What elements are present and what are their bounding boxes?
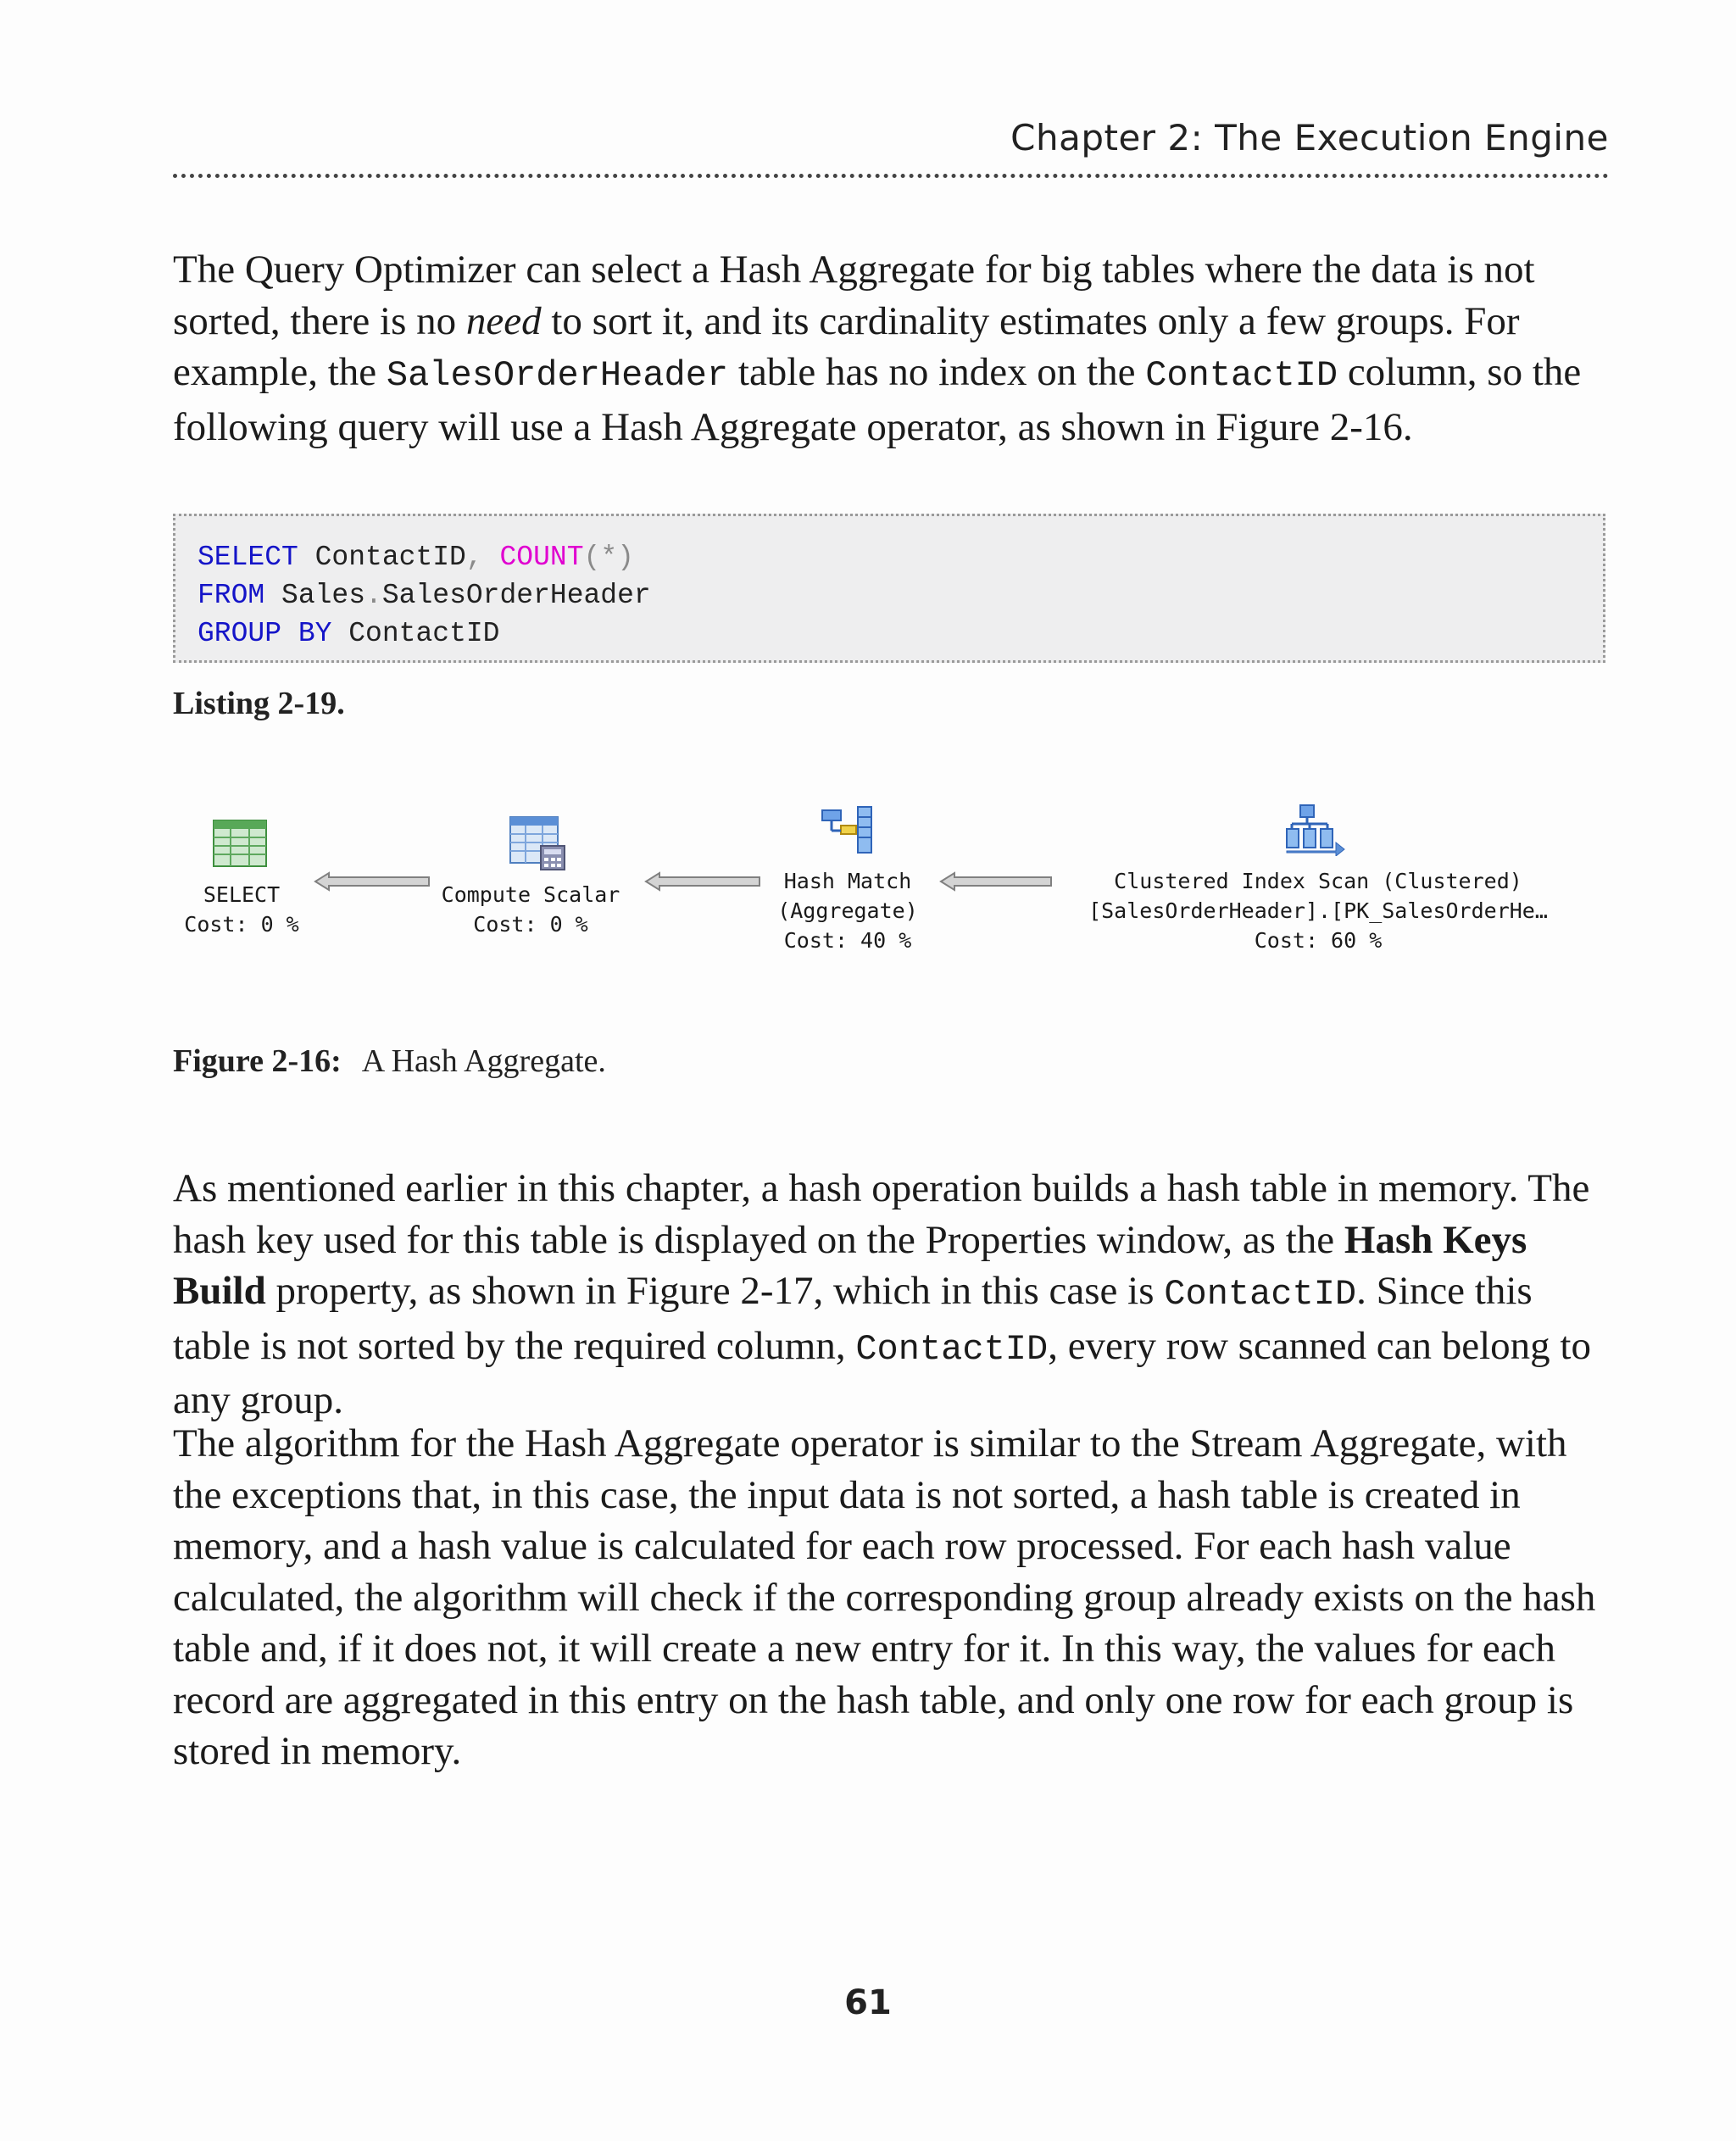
para1-emphasis: need	[465, 298, 542, 343]
listing-caption: Listing 2-19.	[173, 686, 345, 721]
code-operator: (*)	[583, 542, 634, 573]
code-keyword: GROUP	[198, 618, 282, 649]
paragraph-algorithm: The algorithm for the Hash Aggregate operator is similar to the Stream Aggregate, with the exceptions that, in this case, the input data is not sorted, a hash table is created in memory, and a hash value is calculated for each row processed. For each hash value calculated, the algorithm will check if the corresponding group already exists on the hash table and, if it does not, it will create a new entry for it. In this way, the values for each record are aggregated in this entry on the hash table, and only one row for each group is stored in memory.	[173, 1421, 1596, 1773]
para1-text-1: The Query Optimizer can select a Hash Aggregate for big tables where the data is not sorted, there is no	[173, 247, 1535, 343]
plan-arrow	[644, 871, 763, 892]
code-text: Sales	[264, 580, 366, 611]
code-keyword: SELECT	[198, 542, 298, 573]
plan-arrow	[314, 871, 432, 892]
plan-node-label: Hash Match	[783, 869, 912, 893]
plan-node-compute-scalar	[429, 880, 632, 939]
figure-caption	[173, 1043, 606, 1080]
para2-text-4: , every row scanned can belong to any group.	[173, 1323, 1591, 1422]
para2-bold: Hash Keys Build	[173, 1217, 1527, 1313]
plan-node-cost: Cost: 60 %	[1254, 928, 1383, 953]
page-number: 61	[844, 1983, 892, 2022]
para2-code-2: ContactID	[855, 1328, 1049, 1370]
paragraph-hash-keys	[173, 1163, 1609, 1426]
plan-node-hash-match	[754, 866, 941, 955]
paragraph-intro	[173, 244, 1609, 453]
code-operator: ,	[465, 542, 483, 573]
plan-node-sublabel: (Aggregate)	[777, 898, 918, 923]
code-space	[281, 618, 298, 649]
code-function: COUNT	[499, 542, 584, 573]
code-text: ContactID	[298, 542, 466, 573]
para1-code-column: ContactID	[1145, 355, 1338, 396]
para1-text-4: column, so the following query will use a Hash Aggregate operator, as shown in Figure 2-16.	[173, 350, 1582, 449]
plan-node-label: Clustered Index Scan (Clustered)	[1114, 869, 1522, 893]
plan-node-label: Compute Scalar	[441, 882, 620, 907]
plan-node-label: SELECT	[203, 882, 281, 907]
para2-text-3: . Since this table is not sorted by the required column,	[173, 1269, 1533, 1368]
code-listing	[173, 514, 1605, 663]
code-operator: .	[365, 580, 382, 611]
code-line-1	[198, 538, 1603, 576]
plan-arrow	[939, 871, 1054, 892]
running-head: Chapter 2: The Execution Engine	[1010, 117, 1609, 158]
code-line-3	[198, 614, 1603, 653]
clustered-index-scan-icon	[1285, 804, 1346, 856]
plan-node-cost: Cost: 0 %	[473, 912, 588, 937]
execution-plan-figure	[170, 797, 1611, 992]
para2-text-1: As mentioned earlier in this chapter, a hash operation builds a hash table in memory. The hash key used for this table is displayed on the Properties window, as the	[173, 1166, 1590, 1262]
plan-node-clustered-index-scan	[1060, 866, 1577, 955]
code-keyword: FROM	[198, 580, 265, 611]
para2-text-2: property, as shown in Figure 2-17, which in this case is	[265, 1269, 1165, 1313]
para1-text-2: to sort it, and its cardinality estimates only a few groups. For example, the	[173, 298, 1520, 394]
figure-label: Figure 2-16:	[173, 1043, 342, 1079]
code-text: ContactID	[331, 618, 500, 649]
plan-node-cost: Cost: 0 %	[184, 912, 299, 937]
select-icon	[212, 819, 268, 868]
para1-code-table: SalesOrderHeader	[386, 355, 729, 396]
plan-node-cost: Cost: 40 %	[783, 928, 912, 953]
figure-title: A Hash Aggregate.	[361, 1043, 606, 1079]
hash-match-icon	[821, 805, 875, 854]
para2-code-1: ContactID	[1164, 1274, 1357, 1315]
code-space	[483, 542, 500, 573]
para1-text-3: table has no index on the	[728, 350, 1146, 394]
code-line-2	[198, 576, 1603, 614]
compute-scalar-icon	[509, 815, 566, 871]
code-text: SalesOrderHeader	[381, 580, 651, 611]
plan-node-object: [SalesOrderHeader].[PK_SalesOrderHe…	[1088, 898, 1548, 923]
code-keyword: BY	[298, 618, 332, 649]
header-rule	[173, 174, 1609, 178]
plan-node-select	[170, 880, 314, 939]
